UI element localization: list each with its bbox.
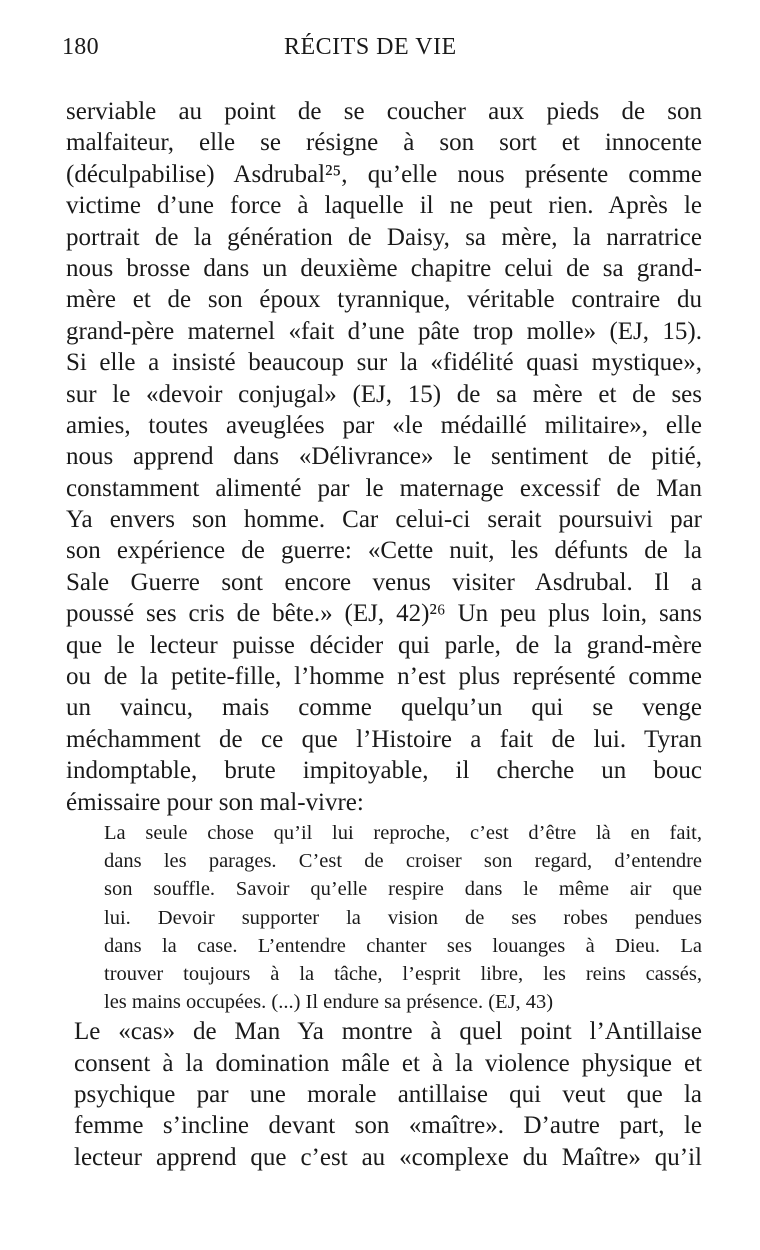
quote-line: trouver toujours à la tâche, l’esprit libre, les reins cassés, [104,962,702,985]
text-line: son expérience de guerre: «Cette nuit, les défunts de la [66,537,702,565]
quote-line: son souffle. Savoir qu’elle respire dans le même air que [104,878,702,901]
paragraph-1 [66,96,702,818]
text-line: serviable au point de se coucher aux pieds de son [66,98,702,125]
quote-line: les mains occupées. (...) Il endure sa présence. (EJ, 43) [104,991,554,1014]
quote-line: dans les parages. C’est de croiser son regard, d’entendre [104,850,702,873]
text-line: ou de la petite-fille, l’homme n’est plus représenté comme [66,663,702,691]
page-header [62,34,702,68]
text-line: mère et de son époux tyrannique, véritable contraire du [66,286,702,314]
text-line: lecteur apprend que c’est au «complexe du Maître» qu’il [74,1143,702,1171]
text-line: victime d’une force à laquelle il ne peut rien. Après le [66,192,702,220]
text-line: (déculpabilise) Asdrubal²⁵, qu’elle nous présente comme [66,160,702,188]
text-line: que le lecteur puisse décider qui parle, de la grand-mère [66,631,702,659]
text-line: amies, toutes aveuglées par «le médaillé militaire», elle [66,411,702,439]
text-line: Si elle a insisté beaucoup sur la «fidélité quasi mystique», [66,349,702,377]
text-line: portrait de la génération de Daisy, sa mère, la narratrice [66,223,702,251]
quote-line: lui. Devoir supporter la vision de ses robes pendues [104,906,702,929]
text-line: Le «cas» de Man Ya montre à quel point l’Antillaise [74,1018,702,1046]
text-line: constamment alimenté par le maternage excessif de Man [66,474,702,502]
quote-line: dans la case. L’entendre chanter ses louanges à Dieu. La [104,934,702,957]
text-line: femme s’incline devant son «maître». D’autre part, le [74,1112,702,1140]
text-line: psychique par une morale antillaise qui veut que la [74,1081,702,1109]
text-line: Sale Guerre sont encore venus visiter Asdrubal. Il a [66,568,702,596]
text-line: méchamment de ce que l’Histoire a fait de lui. Tyran [66,725,702,753]
text-line: nous apprend dans «Délivrance» le sentiment de pitié, [66,443,702,471]
text-line: consent à la domination mâle et à la violence physique et [74,1049,702,1077]
text-line: poussé ses cris de bête.» (EJ, 42)²⁶ Un peu plus loin, sans [66,600,702,628]
page-number: 180 [62,34,99,60]
text-line: grand-père maternel «fait d’une pâte trop molle» (EJ, 15). [66,317,702,345]
text-line: malfaiteur, elle se résigne à son sort et innocente [66,129,702,157]
running-title: RÉCITS DE VIE [284,34,457,60]
text-line: nous brosse dans un deuxième chapitre celui de sa grand- [66,254,702,282]
text-line: un vaincu, mais comme quelqu’un qui se venge [66,694,702,722]
text-line: émissaire pour son mal-vivre: [66,788,364,816]
text-line: Ya envers son homme. Car celui-ci serait poursuivi par [66,506,702,534]
body-text [66,96,702,1173]
block-quote [104,818,702,1016]
text-line: sur le «devoir conjugal» (EJ, 15) de sa mère et de ses [66,380,702,408]
paragraph-2 [74,1016,702,1173]
text-line: indomptable, brute impitoyable, il cherche un bouc [66,757,702,785]
quote-line: La seule chose qu’il lui reproche, c’est d’être là en fait, [104,821,702,844]
